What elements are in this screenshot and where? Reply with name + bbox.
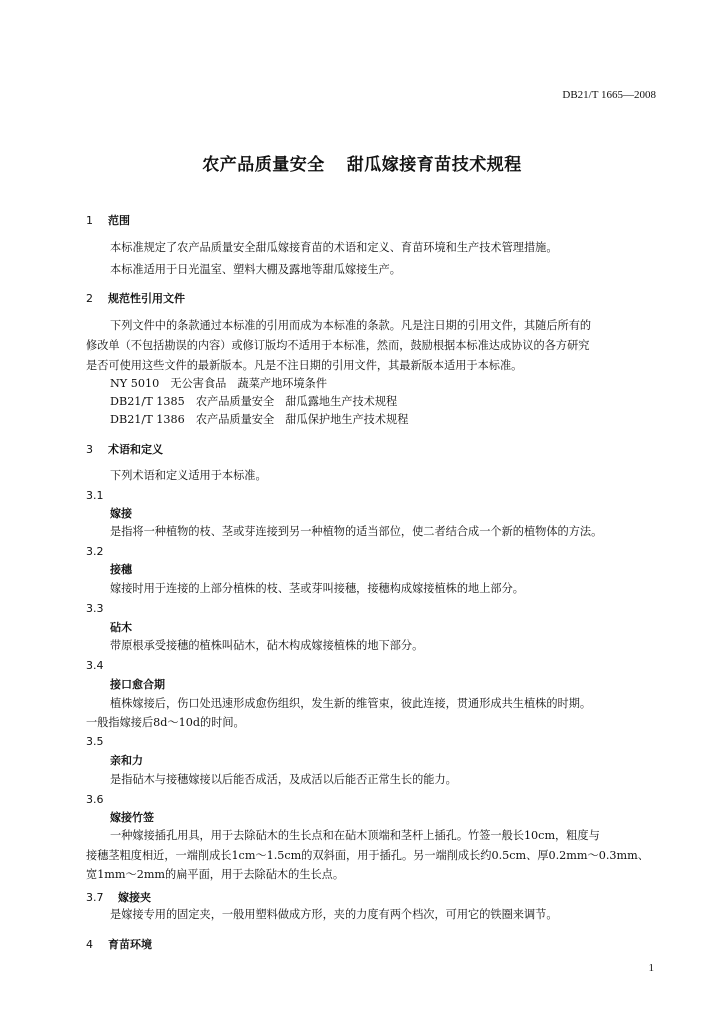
clause-number: 3.2 <box>86 545 104 558</box>
section-title: 范围 <box>108 214 130 227</box>
term: 嫁接 <box>110 507 132 520</box>
section-1-heading <box>86 212 130 228</box>
section-number: 3 <box>86 443 93 456</box>
reference-item: NY 5010 无公害食品 蔬菜产地环境条件 <box>110 377 328 390</box>
definition: 是指砧木与接穗嫁接以后能否成活，及成活以后能否正常生长的能力。 <box>110 773 457 786</box>
section-2-heading <box>86 290 185 306</box>
section-title: 术语和定义 <box>108 443 163 456</box>
term: 嫁接竹签 <box>110 811 154 824</box>
paragraph-line: 下列文件中的条款通过本标准的引用而成为本标准的条款。凡是注日期的引用文件，其随后所有的 <box>110 319 592 332</box>
term: 亲和力 <box>110 754 143 767</box>
title-part-1: 农产品质量安全 <box>202 155 325 175</box>
definition-line: 宽1mm～2mm的扁平面，用于去除砧木的生长点。 <box>86 868 345 881</box>
reference-item: DB21/T 1385 农产品质量安全 甜瓜露地生产技术规程 <box>110 395 398 408</box>
definition-line: 一种嫁接插孔用具，用于去除砧木的生长点和在砧木顶端和茎杆上插孔。竹签一般长10cm，粗度与 <box>110 829 600 842</box>
clause-3-7-heading <box>86 886 151 905</box>
document-title <box>0 150 724 175</box>
section-3-heading <box>86 441 163 457</box>
definition: 是指将一种植物的枝、茎或芽连接到另一种植物的适当部位，使二者结合成一个新的植物体的方法。 <box>110 525 603 538</box>
section-title: 育苗环境 <box>108 938 152 951</box>
definition-line: 一般指嫁接后8d～10d的时间。 <box>86 716 245 729</box>
paragraph-line: 是否可使用这些文件的最新版本。凡是不注日期的引用文件，其最新版本适用于本标准。 <box>86 359 523 372</box>
paragraph: 本标准规定了农产品质量安全甜瓜嫁接育苗的术语和定义、育苗环境和生产技术管理措施。 <box>110 241 558 254</box>
section-4-heading <box>86 936 152 952</box>
section-number: 2 <box>86 292 93 305</box>
definition: 是嫁接专用的固定夹，一般用塑料做成方形，夹的力度有两个档次，可用它的铁圈来调节。 <box>110 908 558 921</box>
term: 嫁接夹 <box>118 891 151 904</box>
clause-number: 3.1 <box>86 489 104 502</box>
standard-code: DB21/T 1665—2008 <box>562 89 656 101</box>
reference-item: DB21/T 1386 农产品质量安全 甜瓜保护地生产技术规程 <box>110 413 409 426</box>
clause-number: 3.3 <box>86 602 104 615</box>
definition: 带原根承受接穗的植株叫砧木，砧木构成嫁接植株的地下部分。 <box>110 639 424 652</box>
section-number: 4 <box>86 938 93 951</box>
page-number: 1 <box>648 962 654 974</box>
paragraph: 下列术语和定义适用于本标准。 <box>110 469 267 482</box>
term: 砧木 <box>110 621 132 634</box>
definition-line: 植株嫁接后，伤口处迅速形成愈伤组织，发生新的维管束，彼此连接，贯通形成共生植株的时期。 <box>110 697 592 710</box>
term: 接口愈合期 <box>110 678 165 691</box>
definition: 嫁接时用于连接的上部分植株的枝、茎或芽叫接穗，接穗构成嫁接植株的地上部分。 <box>110 582 524 595</box>
definition-line: 接穗茎粗度相近，一端削成长1cm～1.5cm的双斜面，用于插孔。另一端削成长约0.5cm、厚0.2mm～0.3mm、 <box>86 849 649 862</box>
term: 接穗 <box>110 563 132 576</box>
title-part-2: 甜瓜嫁接育苗技术规程 <box>346 155 522 175</box>
section-title: 规范性引用文件 <box>108 292 185 305</box>
paragraph-line: 修改单（不包括勘误的内容）或修订版均不适用于本标准，然而，鼓励根据本标准达成协议的各方研究 <box>86 339 590 352</box>
clause-number: 3.7 <box>86 891 104 904</box>
paragraph: 本标准适用于日光温室、塑料大棚及露地等甜瓜嫁接生产。 <box>110 263 401 276</box>
clause-number: 3.5 <box>86 735 104 748</box>
clause-number: 3.4 <box>86 659 104 672</box>
section-number: 1 <box>86 214 93 227</box>
clause-number: 3.6 <box>86 793 104 806</box>
